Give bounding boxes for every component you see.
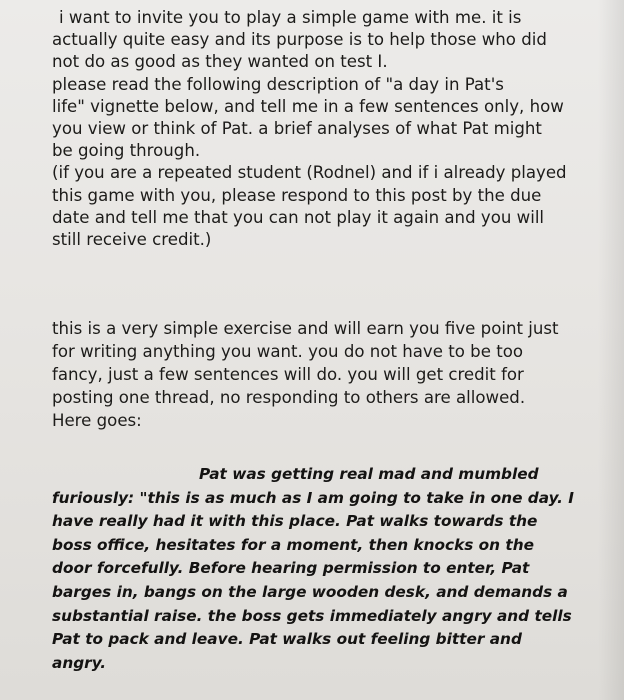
rules-line: posting one thread, no responding to others are allowed. [52, 388, 526, 407]
intro-line: i want to invite you to play a simple game with me. it is [59, 8, 522, 27]
vignette-line: have really had it with this place. Pat walks towards the [52, 512, 538, 531]
intro-line: (if you are a repeated student (Rodnel) and if i already played [52, 163, 567, 183]
intro-line: this game with you, please respond to this post by the due [52, 185, 542, 205]
intro-line: you view or think of Pat. a brief analyses of what Pat might [52, 119, 542, 139]
rules-line: this is a very simple exercise and will earn you five point just [52, 319, 559, 338]
rules-line: Here goes: [52, 411, 142, 430]
intro-paragraph [52, 7, 587, 251]
vignette-line: boss office, hesitates for a moment, then knocks on the [52, 535, 534, 554]
intro-line: still receive credit.) [52, 230, 212, 250]
rules-paragraph [52, 317, 582, 432]
vignette-line: Pat was getting real mad and mumbled [199, 465, 539, 483]
intro-line: date and tell me that you can not play it again and you will [52, 207, 545, 227]
vignette-line: Pat to pack and leave. Pat walks out feeling bitter and [52, 630, 522, 649]
rules-line: fancy, just a few sentences will do. you will get credit for [52, 365, 524, 384]
intro-line: not do as good as they wanted on test I. [52, 52, 388, 72]
vignette-line: angry. [52, 653, 107, 672]
vignette-line: furiously: "this is as much as I am going to take in one day. I [52, 488, 574, 507]
vignette-line: barges in, bangs on the large wooden desk, and demands a [52, 582, 568, 601]
vignette-line: door forcefully. Before hearing permission to enter, Pat [52, 559, 530, 578]
vignette-paragraph [52, 463, 572, 675]
rules-line: for writing anything you want. you do not have to be too [52, 342, 524, 361]
intro-line: life" vignette below, and tell me in a few sentences only, how [52, 96, 564, 116]
intro-line: please read the following description of "a day in Pat's [52, 74, 504, 94]
page-edge-shadow [598, 0, 624, 700]
vignette-line: substantial raise. the boss gets immediately angry and tells [52, 606, 572, 625]
intro-line: be going through. [52, 141, 201, 161]
intro-line: actually quite easy and its purpose is to help those who did [52, 30, 547, 50]
